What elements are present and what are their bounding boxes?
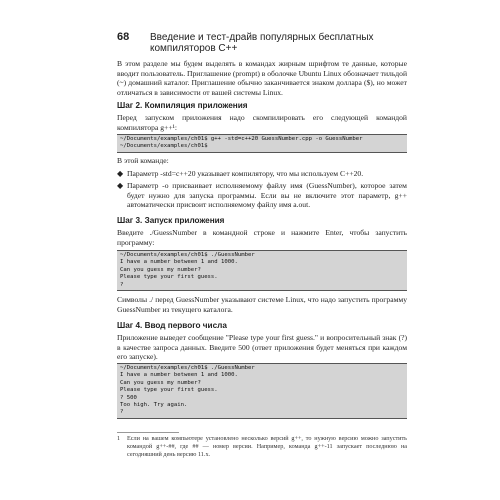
code-line: Please type your first guess. (120, 387, 218, 394)
step3-paragraph: Введите ./GuessNumber в командной строке и нажмите Enter, чтобы запустить программу: (117, 228, 407, 247)
code-line: ~/Documents/examples/ch01$ g++ -std=c++20 GuessNumber.cpp -o GuessNumber (120, 136, 363, 142)
code-line: ~/Documents/examples/ch01$ (120, 143, 208, 150)
code-line: ? 500 (120, 394, 137, 401)
step2-paragraph: Перед запуском приложения надо скомпилировать его следующей командой компилятора g++¹: (117, 113, 407, 132)
footnote-text: Если на вашем компьютере установлено несколько версий g++, то нужную версию можно запустить командой g++-##, где ## — номер версии. Например, команда g++-11 запускает последнюю на сегодняшний день версию 11.x. (127, 435, 407, 459)
intro-paragraph: В этом разделе мы будем выделять в командах жирным шрифтом те данные, которые вводит пользователь. Приглашение (prompt) в оболочке Ubuntu Linux обозначает тильдой (~) домашний каталог. Приглашение обычно заканчивается знаком доллара ($), но может отличаться в зависимости от вашей системы Linux. (117, 59, 408, 97)
step2-heading: Шаг 2. Компиляция приложения (117, 101, 248, 110)
code-line: I have a number between 1 and 1000. (120, 259, 238, 266)
code-block-guess (117, 363, 407, 419)
code-line: ? (120, 409, 124, 416)
chapter-title: Введение и тест-драйв популярных бесплатных компиляторов C++ (150, 32, 374, 54)
step3-after-paragraph: Символы ./ перед GuessNumber указывают системе Linux, что надо запустить программу GuessNumber из текущего каталога. (117, 295, 407, 314)
code-line: Please type your first guess. (120, 274, 218, 281)
footnote-mark: 1 (117, 435, 121, 442)
page-number: 68 (117, 31, 130, 43)
bullet-text: Параметр -o присваивает исполняемому файлу имя (GuessNumber), которое затем будет нужно для запуска программы. Если вы не включите этот параметр, g++ автоматически присвоит исполняемому файлу имя a.out. (127, 181, 407, 210)
code-line: Too high. Try again. (120, 402, 188, 409)
step2-note: В этой команде: (117, 156, 169, 165)
code-block-compile (117, 134, 407, 153)
step4-heading: Шаг 4. Ввод первого числа (117, 321, 227, 330)
footnote-divider (117, 432, 179, 433)
code-line: ~/Documents/examples/ch01$ ./GuessNumber (120, 365, 255, 371)
code-line: ~/Documents/examples/ch01$ ./GuessNumber (120, 252, 255, 258)
code-block-run (117, 250, 407, 291)
bullet-icon: ◆ (117, 169, 124, 178)
step3-heading: Шаг 3. Запуск приложения (117, 216, 225, 225)
running-header (117, 31, 405, 54)
bullet-icon: ◆ (117, 181, 124, 190)
code-line: I have a number between 1 and 1000. (120, 372, 238, 379)
step4-paragraph: Приложение выведет сообщение "Please type your first guess." и вопросительный знак (?) в качестве запроса данных. Введите 500 (ответ приложения будет меняться при каждом его запуске). (117, 333, 407, 362)
bullet-text: Параметр -std=c++20 указывает компилятору, что мы используем C++20. (127, 169, 364, 178)
code-line: Can you guess my number? (120, 379, 201, 386)
code-line: Can you guess my number? (120, 266, 201, 273)
code-line: ? (120, 281, 124, 288)
